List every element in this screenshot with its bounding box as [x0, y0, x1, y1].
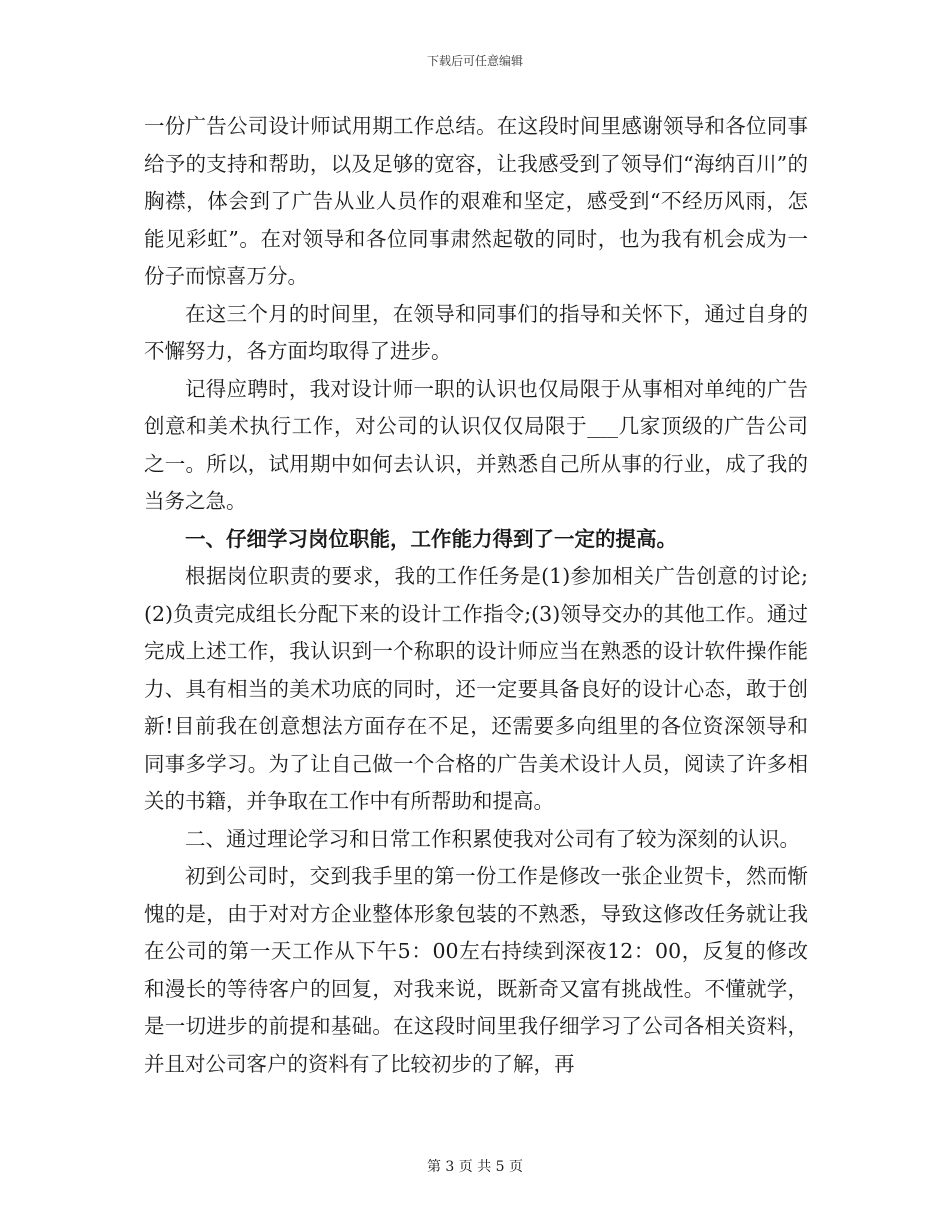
document-body — [144, 108, 808, 1083]
section-heading-1: 一、仔细学习岗位职能，工作能力得到了一定的提高。 — [185, 526, 677, 551]
paragraph-1: 一份广告公司设计师试用期工作总结。在这段时间里感谢领导和各位同事给予的支持和帮助，以及足够的宽容，让我感受到了领导们“海纳百川”的胸襟，体会到了广告从业人员作的艰难和坚定，感受到“不经历风雨，怎能见彩虹”。在对领导和各位同事肃然起敬的同时，也为我有机会成为一份子而惊喜万分。 — [144, 114, 808, 288]
page-header: 下载后可任意编辑 — [426, 54, 523, 68]
paragraph-2: 在这三个月的时间里，在领导和同事们的指导和关怀下，通过自身的不懈努力，各方面均取得了进步。 — [144, 301, 808, 363]
section-heading-2: 二、通过理论学习和日常工作积累使我对公司有了较为深刻的认识。 — [185, 826, 800, 851]
paragraph-4: 根据岗位职责的要求，我的工作任务是(1)参加相关广告创意的讨论;(2)负责完成组长分配下来的设计工作指令;(3)领导交办的其他工作。通过完成上述工作，我认识到一个称职的设计师应当在熟悉的设计软件操作能力、具有相当的美术功底的同时，还一定要具备良好的设计心态，敢于创新!目前我在创意想法方面存在不足，还需要多向组里的各位资深领导和同事多学习。为了让自己做一个合格的广告美术设计人员，阅读了许多相关的书籍，并争取在工作中有所帮助和提高。 — [144, 564, 808, 813]
paragraph-3: 记得应聘时，我对设计师一职的认识也仅局限于从事相对单纯的广告创意和美术执行工作，对公司的认识仅仅局限于___几家顶级的广告公司之一。所以，试用期中如何去认识，并熟悉自己所从事的行业，成了我的当务之急。 — [144, 376, 808, 513]
paragraph-5: 初到公司时，交到我手里的第一份工作是修改一张企业贺卡，然而惭愧的是，由于对对方企业整体形象包装的不熟悉，导致这修改任务就让我在公司的第一天工作从下午5：00左右持续到深夜12：00，反复的修改和漫长的等待客户的回复，对我来说，既新奇又富有挑战性。不懂就学，是一切进步的前提和基础。在这段时间里我仔细学习了公司各相关资料，并且对公司客户的资料有了比较初步的了解，再 — [144, 864, 808, 1076]
page-number: 第 3 页 共 5 页 — [426, 1159, 524, 1175]
